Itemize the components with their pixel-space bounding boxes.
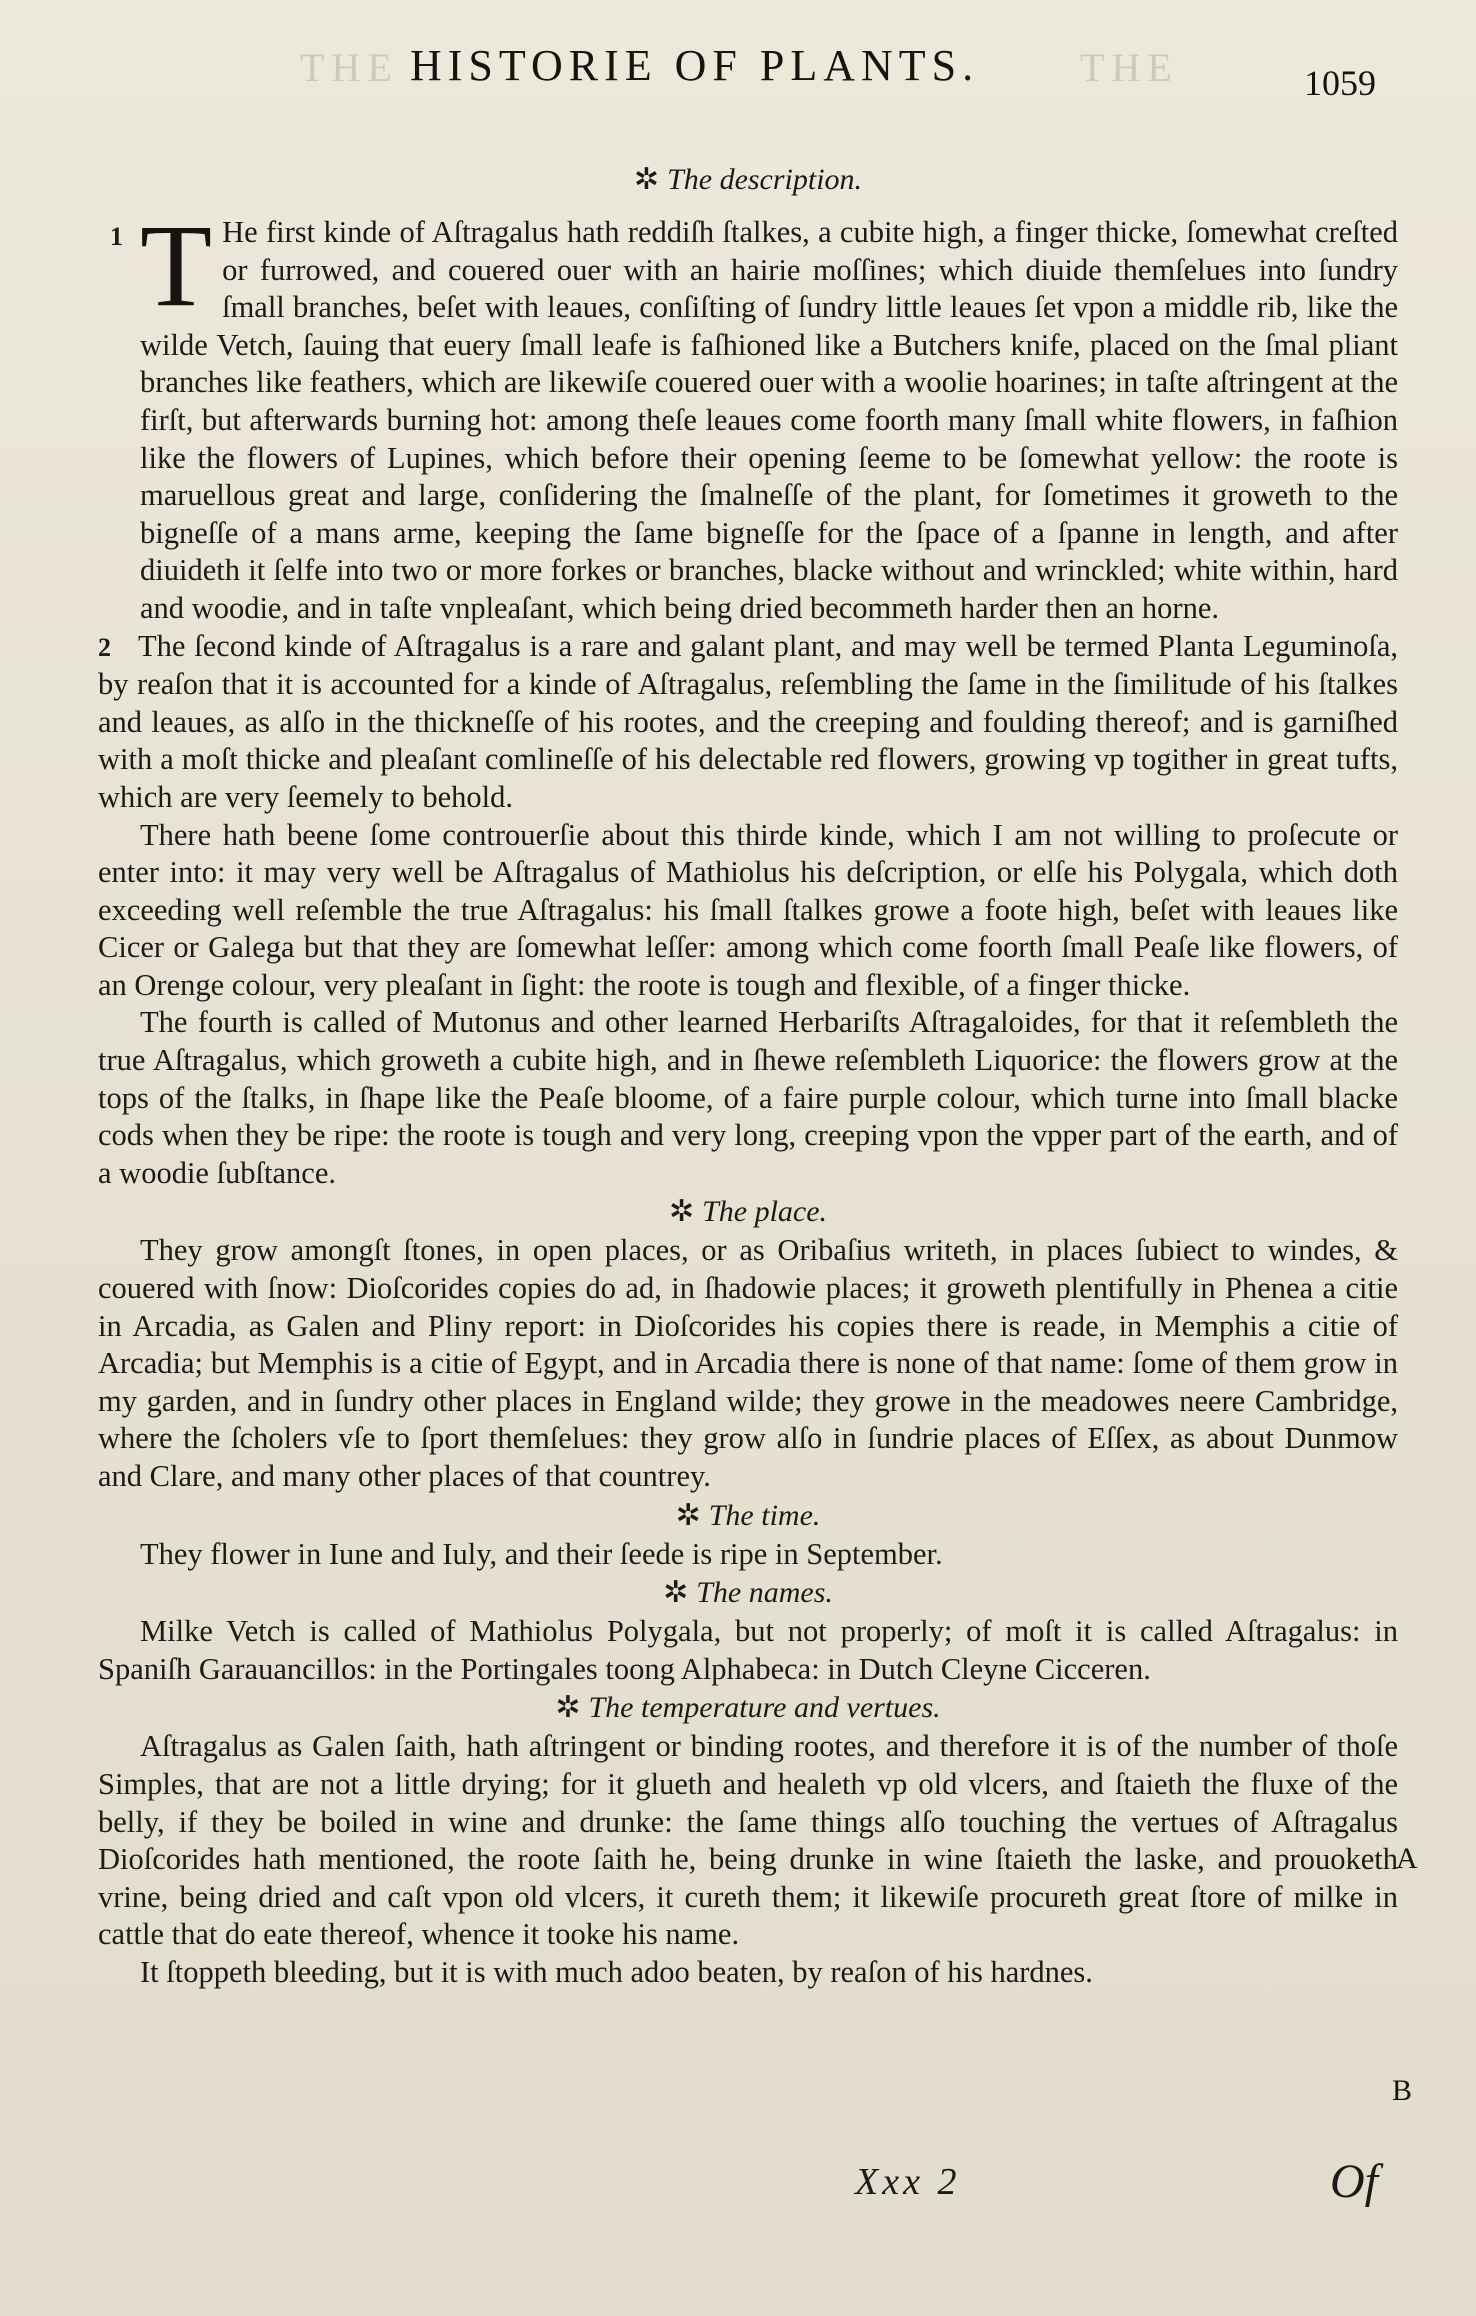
temperature-paragraph-2: It ſtoppeth bleeding, but it is with much adoo beaten, by reaſon of his hardnes. [140, 1954, 1093, 1989]
signature-mark: Xxx 2 [855, 2161, 961, 2203]
margin-letter-b: B [1392, 2074, 1413, 2107]
section-heading-time: ✲ The time. [675, 1498, 821, 1532]
place-paragraph: They grow amongſt ſtones, in open places, or as Oribaſius writeth, in places ſubiect to windes, & couered with ſnow: Dioſcorides copies do ad, in ſhadowie places; it groweth plentifully in Phenea a citie in Arcadia, as Galen and Pliny report: in Dioſcorides his copies there is reade, in Memphis a citie of Arcadia; but Memphis is a citie of Egypt, and in Arcadia there is none of that name: ſome of them grow in my garden, and in ſundry other places in England wilde; they growe in the meadowes neere Cambridge, where the ſcholers vſe to ſport themſelues: they grow alſo in ſundrie places of Eſſex, as about Dunmow and Clare, and many other places of that countrey. [98, 1233, 1398, 1493]
paragraph-text: The ſecond kinde of Aſtragalus is a rare and galant plant, and may well be termed Planta Leguminoſa, by reaſon that it is accounted for a kinde of Aſtragalus, reſembling the ſame in the ſimilitude of his ſtalkes and leaues, as alſo in the thickneſſe of his rootes, and the creeping and foulding thereof; and is garniſhed with a moſt thicke and pleaſant comlineſſe of his delectable red flowers, growing vp togither in great tufts, which are very ſeemely to behold. [98, 628, 1398, 814]
bleed-through-text-left: THE [300, 45, 399, 90]
text-block [98, 160, 1398, 1992]
description-paragraph-1 [98, 200, 1398, 628]
asterism-icon: ✲ [555, 1691, 581, 1725]
names-paragraph: Milke Vetch is called of Mathiolus Polygala, but not properly; of moſt it is called Aſtragalus: in Spaniſh Garauancillos: in the Portingales toong Alphabeca: in Dutch Cleyne Cicceren. [98, 1614, 1398, 1686]
paragraph-number: 1 [110, 222, 123, 251]
asterism-icon: ✲ [633, 163, 660, 196]
section-heading-place: ✲ The place. [668, 1195, 828, 1229]
page-footer [0, 2155, 1476, 2240]
description-paragraph-4: The fourth is called of Mutonus and other learned Herbariſts Aſtragaloides, for that it reſembleth the true Aſtragalus, which groweth a cubite high, and in ſhewe reſembleth Liquorice: the flowers grow at the tops of the ſtalks, in ſhape like the Peaſe bloome, of a faire purple colour, which turne into ſmall blacke cods when they be ripe: the roote is tough and very long, creeping vpon the vpper part of the earth, and of a woodie ſubſtance. [98, 1005, 1398, 1190]
temperature-paragraph-1: Aſtragalus as Galen ſaith, hath aſtringent or binding rootes, and therefore it is of the number of thoſe Simples, that are not a little drying; for it glueth and healeth vp old vlcers, and ſtaieth the fluxe of the belly, if they be boiled in wine and drunke: the ſame things alſo touching the vertues of Aſtragalus Dioſcorides hath mentioned, the roote ſaith he, being drunke in wine ſtaieth the laske, and prouoketh vrine, being dried and caſt vpon old vlcers, it cureth them; it likewiſe procureth great ſtore of milke in cattle that do eate thereof, whence it tooke his name. [98, 1729, 1398, 1952]
paragraph-number: 2 [98, 632, 111, 662]
asterism-icon: ✲ [675, 1498, 701, 1532]
page-number: 1059 [1304, 63, 1376, 103]
section-heading-description: ✲ The description. [633, 163, 863, 196]
margin-letter-a: A [1396, 1842, 1418, 1875]
bleed-through-text-right: THE [1080, 45, 1179, 90]
asterism-icon: ✲ [663, 1576, 689, 1610]
paragraph-text: He first kinde of Aſtragalus hath reddiſh ſtalkes, a cubite high, a finger thicke, ſomewhat creſted or furrowed, and couered ouer with an hairie moſſines; which diuide themſelues into ſundry ſmall branches, beſet with leaues, conſiſting of ſundry little leaues ſet vpon a middle rib, like the wilde Vetch, ſauing that euery ſmall leafe is faſhioned like a Butchers knife, placed on the ſmal pliant branches like feathers, which are likewiſe couered ouer with a woolie hoarines; in taſte aſtringent at the firſt, but afterwards burning hot: among theſe leaues come foorth many ſmall white flowers, in faſhion like the flowers of Lupines, which before their opening ſeeme to be ſomewhat yellow: the roote is maruellous great and large, conſidering the ſmalneſſe of the plant, for ſometimes it groweth to the bigneſſe of a mans arme, keeping the ſame bigneſſe for the ſpace of a ſpanne in length, and after diuideth it ſelfe into two or more forkes or branches, blacke without and wrinckled; white within, hard and woodie, and in taſte vnpleaſant, which being dried becommeth harder then an horne. [140, 215, 1398, 625]
catchword: Of [1330, 2155, 1378, 2208]
description-paragraph-3: There hath beene ſome controuerſie about this thirde kinde, which I am not willing to proſecute or enter into: it may very well be Aſtragalus of Mathiolus his deſcription, or elſe his Polygala, which doth exceeding well reſemble the true Aſtragalus: his ſmall ſtalkes growe a foote high, beſet with leaues like Cicer or Galega but that they are ſomewhat leſſer: among which come foorth ſmall Peaſe like flowers, of an Orenge colour, very pleaſant in ſight: the roote is tough and flexible, of a finger thicke. [98, 817, 1398, 1002]
running-title: HISTORIE OF PLANTS. [410, 41, 980, 90]
time-paragraph: They flower in Iune and Iuly, and their ſeede is ripe in September. [140, 1536, 943, 1571]
asterism-icon: ✲ [668, 1195, 695, 1229]
page-header [0, 40, 1476, 110]
section-heading-names: ✲ The names. [663, 1576, 833, 1610]
drop-capital: T [140, 200, 213, 331]
description-paragraph-2 [98, 628, 1398, 817]
section-heading-temperature: ✲ The temperature and vertues. [555, 1691, 941, 1725]
